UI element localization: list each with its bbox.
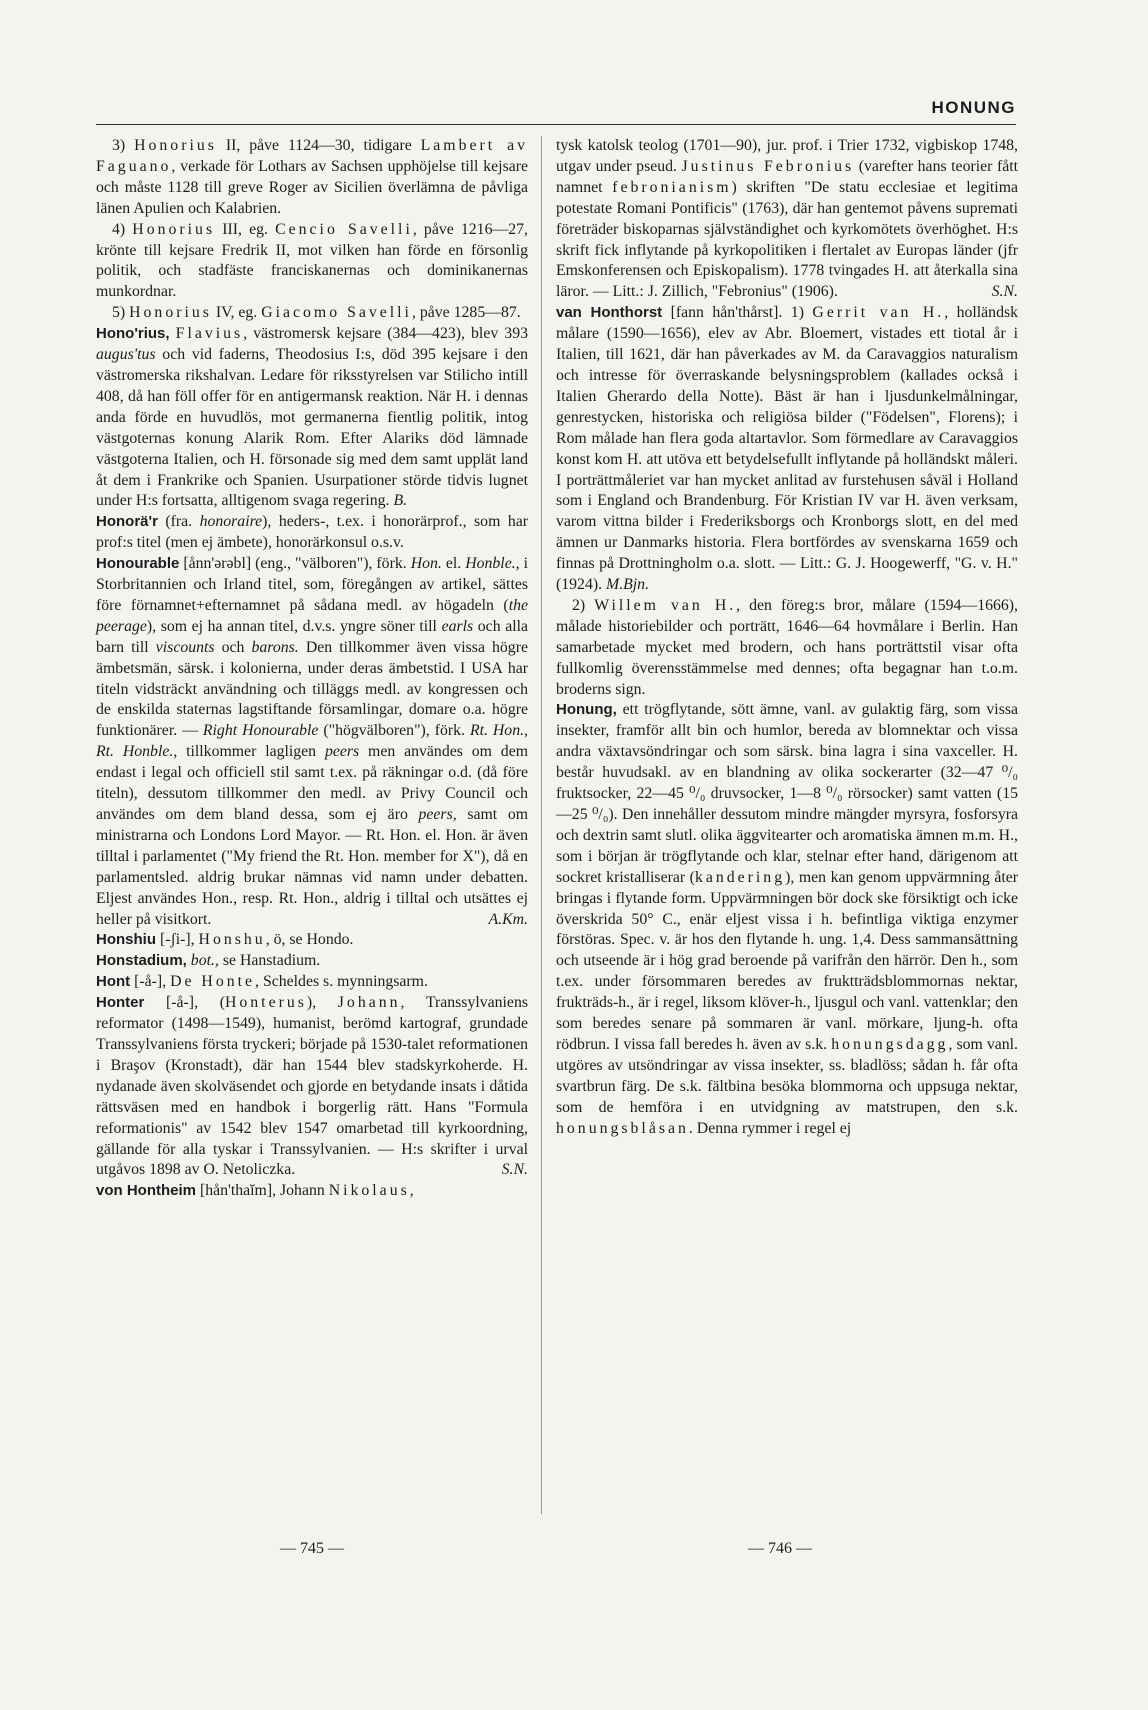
page-number-left: — 745 — [280,1540,344,1557]
headword: van Honthorst [556,304,663,322]
headword: Honstadium, [96,952,187,970]
signature: S.N. [991,283,1018,301]
signature: S.N. [501,1161,528,1179]
entry-honshiu: Honshiu [-ʃi-], Honshu, ö, se Hondo. [96,931,354,949]
entry-honorius-flavius: Hono'rius, Flavius, västromersk kejsare (384—423), blev 393 augus'tus och vid faderns, Theodosius I:s, död 395 kejsare i den västromerska rikshalvan. Ledare för riksstyrelsen var Stilicho intill 408, då han föll offer för en antigermansk reaktion. När H. i dennas anda förde en huvudlös, mot germanerna fientlig politik, intog västgoternas konung Alarik Rom. Efter Alariks död lämnade västgoterna Italien, och H. försonade sig med dem samt upplät land åt dem i Frankrike och Spanien. Usurpationer störde tidvis lugnet under H:s fortsatta, alltigenom svaga regering. B. [96,325,528,510]
entry-honorar: Honorä'r (fra. honoraire), heders-, t.ex. i honorärprof., som har prof:s titel (men ej ämbete), honorärkonsul o.s.v. [96,513,528,552]
headword: Honung, [556,701,617,719]
headword: Hono'rius, [96,325,170,343]
running-head: HONUNG [931,98,1016,117]
entry-honorius-iv: 5) Honorius IV, eg. Giacomo Savelli, påve 1285—87. [112,304,521,322]
entry-honstadium: Honstadium, bot., se Hanstadium. [96,952,321,970]
column-divider [541,136,542,1514]
entry-hont: Hont [-å-], De Honte, Scheldes s. mynningsarm. [96,973,428,991]
left-column [96,136,528,1202]
entry-honung: Honung, ett trögflytande, sött ämne, vanl. av gulaktig färg, som vissa insekter, framför allt bin och humlor, bereda av blomnektar och vissa andra växtavsöndringar och som särsk. bina lagra i sina vaxceller. H. består huvudsakl. av en blandning av olika sockerarter (32—47 ⁰/₀ fruktsocker, 22—45 ⁰/₀ druvsocker, 1—8 ⁰/₀ rörsocker) samt vatten (15—25 ⁰/₀). Den innehåller dessutom mindre mängder myrsyra, fosforsyra och dextrin samt slutl. olika äggvitearter och aromatiska ämnen m.m. H., som i början är trögflytande och klar, stelnar efter hand, därigenom att sockret kristalliserar (kandering), men kan genom uppvärmning åter bringas i flytande form. Uppvärmningen bör dock ske försiktigt och icke överskrida 50° C., enär eljest vissa i h. befintliga viktiga enzymer förstöras. Spec. v. är hos den flytande h. ung. 1,4. Dess sammansättning och utseende är i hög grad beroende på varifrån den härrör. Den h., som t.ex. under försommaren beredes av fruktträdsblommornas nektar, frukträds-h., är i regel, liksom klöver-h., ljusgul och vanl. vattenklar; den som beredes senare på sommaren är vanl. mörkare, ljung-h. ofta rödbrun. I vissa fall beredes h. även av s.k. honungsdagg, som vanl. utgöres av utsöndringar av vissa insekter, ss. bladlöss; sådan h. får ofta svartbrun färg. De s.k. fältbina besöka blommorna och uppsuga nektar, som de hemföra i en utvidgning av matstrupen, den s.k. honungsblåsan. Denna rymmer i regel ej [556,701,1019,1137]
entry-honter: Honter [-å-], (Honterus), Johann, Transsylvaniens reformator (1498—1549), humanist, berömd kartograf, grundade Transsylvaniens första tryckeri; började på 1530-talet reformationen i Braşov (Kronstadt), där han 1544 blev stadskyrkoherde. H. nydanade även skolväsendet och gjorde en betydande insats i dåtida rättsväsen med en handbok i borgerlig rätt. Hans "Formula reformationis" av 1542 blev 1547 omarbetad till kyrkoordning, gällande för alla tyskar i Transsylvanien. — H:s skrifter i urval utgåvos 1898 av O. Netoliczka. S.N. [96,993,528,1181]
entry-honourable: Honourable [ånn'ərəbl] (eng., "välboren"), förk. Hon. el. Honble., i Storbritannien och Irland titel, som, föregången av artikel, sättes före förnamnet+efternamnet på sådana medl. av högadeln (the peerage), som ej ha annan titel, d.v.s. yngre söner till earls och alla barn till viscounts och barons. Den tillkommer även vissa högre ämbetsmän, särsk. i kolonierna, under deras ämbetstid. I USA har titeln vidsträckt användning och tilläggs medl. av kongressen och de enskilda staternas lagstiftande församlingar, domare o.a. högre funktionärer. — Right Honourable ("högvälboren"), förk. Rt. Hon., Rt. Honble., tillkommer lagligen peers men användes om dem endast i legal och officiell stil samt t.ex. på räkningar o.d. (då före titeln), dessutom tillkommer den medl. av Privy Council och användes om dem bland dessa, som ej äro peers, samt om ministrarna och Londons Lord Mayor. — Rt. Hon. el. Hon. är även tilltal i parlamentet ("My friend the Rt. Hon. member for X"), då en parlamentsled. aldrig brukar nämnas vid namn under debatten. Eljest användes Hon., resp. Rt. Hon., aldrig i tilltal och utsättes ej heller på visitkort. A.Km. [96,554,528,930]
entry-honorius-iii: 4) Honorius III, eg. Cencio Savelli, påve 1216—27, krönte till kejsare Fredrik II, mot vilken han förde en försonlig politik, och stadfäste franciskanernas och dominikanernas munkordnar. [96,220,529,301]
entry-hontheim-continued: tysk katolsk teolog (1701—90), jur. prof. i Trier 1732, vigbiskop 1748, utgav under pseud. Justinus Febronius (varefter hans teorier fått namnet febronianism) skriften "De statu ecclesiae et legitima potestate Romani Pontificis" (1763), där han gentemot påvens suprematі företräder biskoparnas självständighet och kyrkomötets överhöghet. H:s skrift fick inflytande på kyrkopolitiken i flertalet av Europas länder (jfr Emskonferensen och Episkopalism). 1778 tvingades H. att återkalla sina läror. — Litt.: J. Zillich, "Febronius" (1906). S.N. [556,136,1018,303]
page-number-right: — 746 — [748,1540,812,1557]
entry-honorius-ii: 3) Honorius II, påve 1124—30, tidigare Lambert av Faguano, verkade för Lothars av Sachsen upphöjelse till kejsare och måste 1128 till greve Roger av Sicilien överlämna de påvliga länen Apulien och Kalabrien. [96,137,528,217]
right-column [556,136,1018,1140]
signature: M.Bjn. [606,576,650,594]
headword: Honter [96,994,145,1012]
header-rule [96,124,1016,125]
signature: B. [393,492,408,510]
headword: Hont [96,973,131,991]
headword: Honshiu [96,931,156,949]
headword: Honorä'r [96,513,158,531]
entry-willem-van-honthorst: 2) Willem van H., den föreg:s bror, målare (1594—1666), målade historiebilder och porträtt, 1646—64 hovmålare i Berlin. Han samarbetade mycket med brodern, och hans porträttstil visar ofta fullkomlig överensstämmelse med dennes; ofta begagnar han t.o.m. broderns sign. [556,596,1019,698]
headword: Honourable [96,555,180,573]
headword: von Hontheim [96,1182,196,1200]
entry-honthorst: van Honthorst [fann hån'thårst]. 1) Gerrit van H., holländsk målare (1590—1656), elev av Abr. Bloemert, vistades ett tiotal år i Italien, till 1621, där han påverkades av M. da Caravaggios naturalism och intresse för överraskande belysningsproblem (kallades också i Italien Gherardo della Notte). Bäst är han i ljusdunkelmålningar, genrestycken, historiska och religiösa bilder ("Födelsen", Florens); i Rom målade han flera goda altartavlor. Som förmedlare av Caravaggios konst kom H. att utöva ett betydelsefullt inflytande på holländskt måleri. I porträttmåleriet var han mycket anlitad av furstehusen såväl i Holland som i England och Brandenburg. För Kristian IV var H. även verksam, varom vittna bilder i Frederiksborgs och Kronborgs slott, en del med ämnen ur Danmarks historia. Flera bortfördes av svenskarna 1659 och finnas på Drottningholm o.a. slott. — Litt.: G. J. Hoogewerff, "G. v. H." (1924). M.Bjn. [556,304,1019,594]
signature: A.Km. [488,910,528,928]
entry-hontheim: von Hontheim [hån'thaĭm], Johann Nikolaus, [96,1182,414,1200]
